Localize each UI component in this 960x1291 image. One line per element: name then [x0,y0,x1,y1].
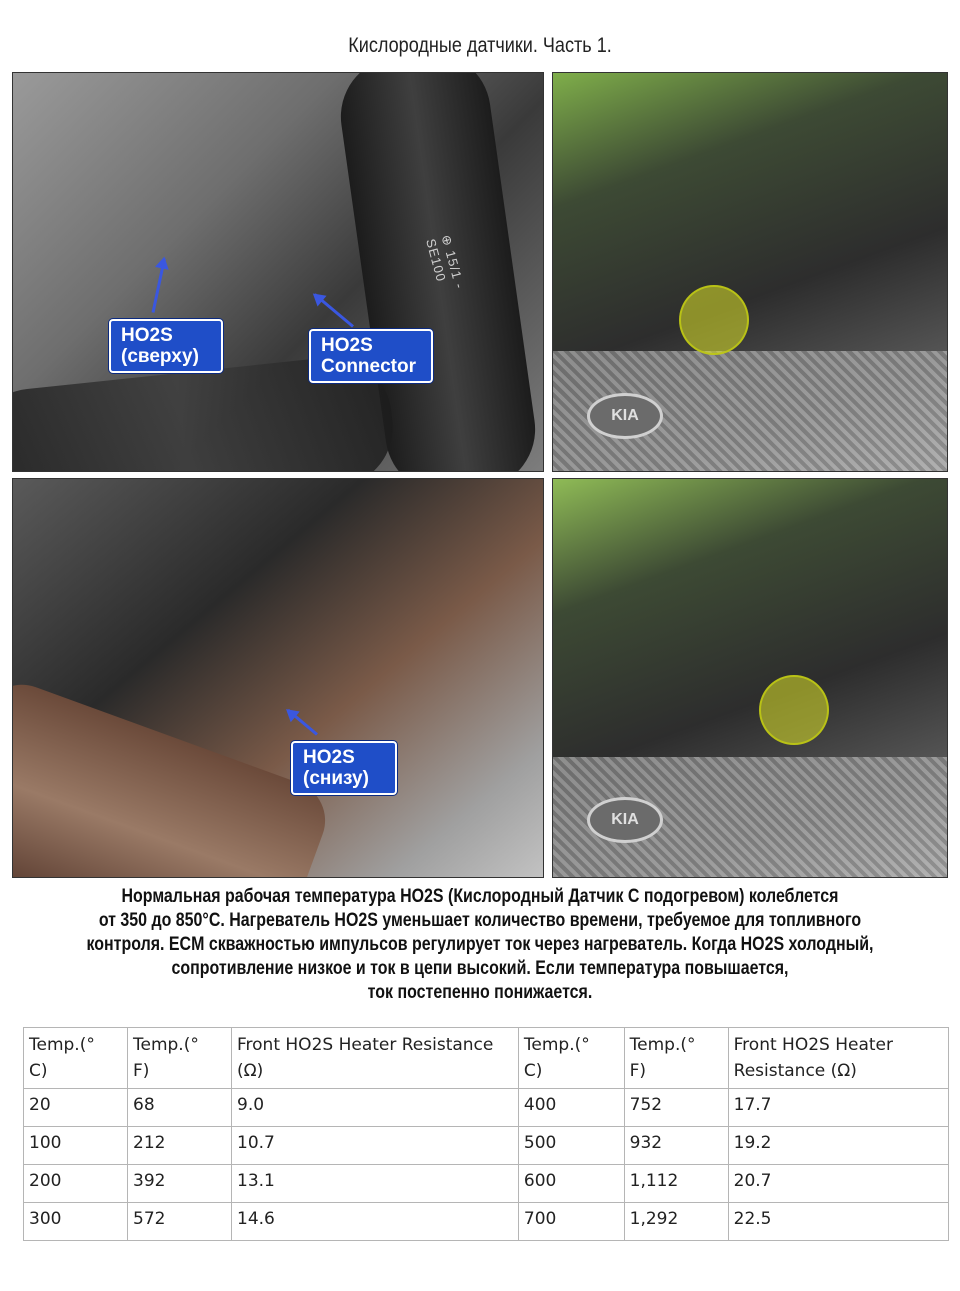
table-cell: 14.6 [232,1203,519,1241]
description-text [0,885,960,1005]
table-cell: 22.5 [728,1203,948,1241]
upstream-arrow [152,258,166,312]
connector-arrow [314,293,354,327]
table-row [24,1165,949,1203]
description-line: сопротивление низкое и ток в цепи высокий. Если температура повышается, [171,958,789,979]
table-cell: 1,112 [624,1165,728,1203]
downstream-sensor-photo [12,478,544,878]
table-cell: 200 [24,1165,128,1203]
table-cell: 13.1 [232,1165,519,1203]
table-row [24,1203,949,1241]
page-title: Кислородные датчики. Часть 1. [348,34,612,57]
heater-resistance-table [23,1027,949,1241]
sensor-location-highlight [679,285,749,355]
callout-ho2s-connector: HO2S Connector [309,329,433,383]
table-row [24,1127,949,1165]
table-cell: 700 [518,1203,624,1241]
table-header-cell: Front HO2S Heater Resistance (Ω) [728,1028,948,1089]
table-cell: 400 [518,1089,624,1127]
table-cell: 212 [128,1127,232,1165]
table-cell: 20.7 [728,1165,948,1203]
table-cell: 752 [624,1089,728,1127]
table-cell: 9.0 [232,1089,519,1127]
description-line: Нормальная рабочая температура HO2S (Кислородный Датчик С подогревом) колеблется [121,886,839,907]
table-cell: 17.7 [728,1089,948,1127]
description-line: контроля. ECM скважностью импульсов регулирует ток через нагреватель. Когда HO2S холодный, [86,934,874,955]
table-cell: 1,292 [624,1203,728,1241]
table-header-cell: Temp.(° F) [128,1028,232,1089]
table-cell: 932 [624,1127,728,1165]
description-line: ток постепенно понижается. [367,982,593,1003]
table-cell: 20 [24,1089,128,1127]
table-cell: 68 [128,1089,232,1127]
table-cell: 100 [24,1127,128,1165]
description-line: от 350 до 850°С. Нагреватель HO2S уменьшает количество времени, требуемое для топливного [98,910,862,931]
table-cell: 300 [24,1203,128,1241]
engine-bay-photo-upstream [552,72,948,472]
table-header-cell: Temp.(° C) [518,1028,624,1089]
table-cell: 572 [128,1203,232,1241]
hose-marking: ⊕ 15/1 - SE100 [423,233,468,291]
upstream-sensor-photo [12,72,544,472]
downstream-arrow [287,709,318,736]
table-header-cell: Temp.(° F) [624,1028,728,1089]
callout-ho2s-downstream: HO2S (снизу) [291,741,397,795]
table-header-cell: Temp.(° C) [24,1028,128,1089]
table-cell: 10.7 [232,1127,519,1165]
table-header-row [24,1028,949,1089]
exhaust-pipe [12,673,336,878]
table-cell: 600 [518,1165,624,1203]
photo-grid [12,72,948,878]
kia-logo: KIA [587,393,663,439]
table-cell: 392 [128,1165,232,1203]
sensor-location-highlight [759,675,829,745]
table-cell: 19.2 [728,1127,948,1165]
engine-bay-photo-downstream [552,478,948,878]
callout-ho2s-upstream: HO2S (сверху) [109,319,223,373]
kia-logo: KIA [587,797,663,843]
table-cell: 500 [518,1127,624,1165]
table-row [24,1089,949,1127]
table-header-cell: Front HO2S Heater Resistance (Ω) [232,1028,519,1089]
